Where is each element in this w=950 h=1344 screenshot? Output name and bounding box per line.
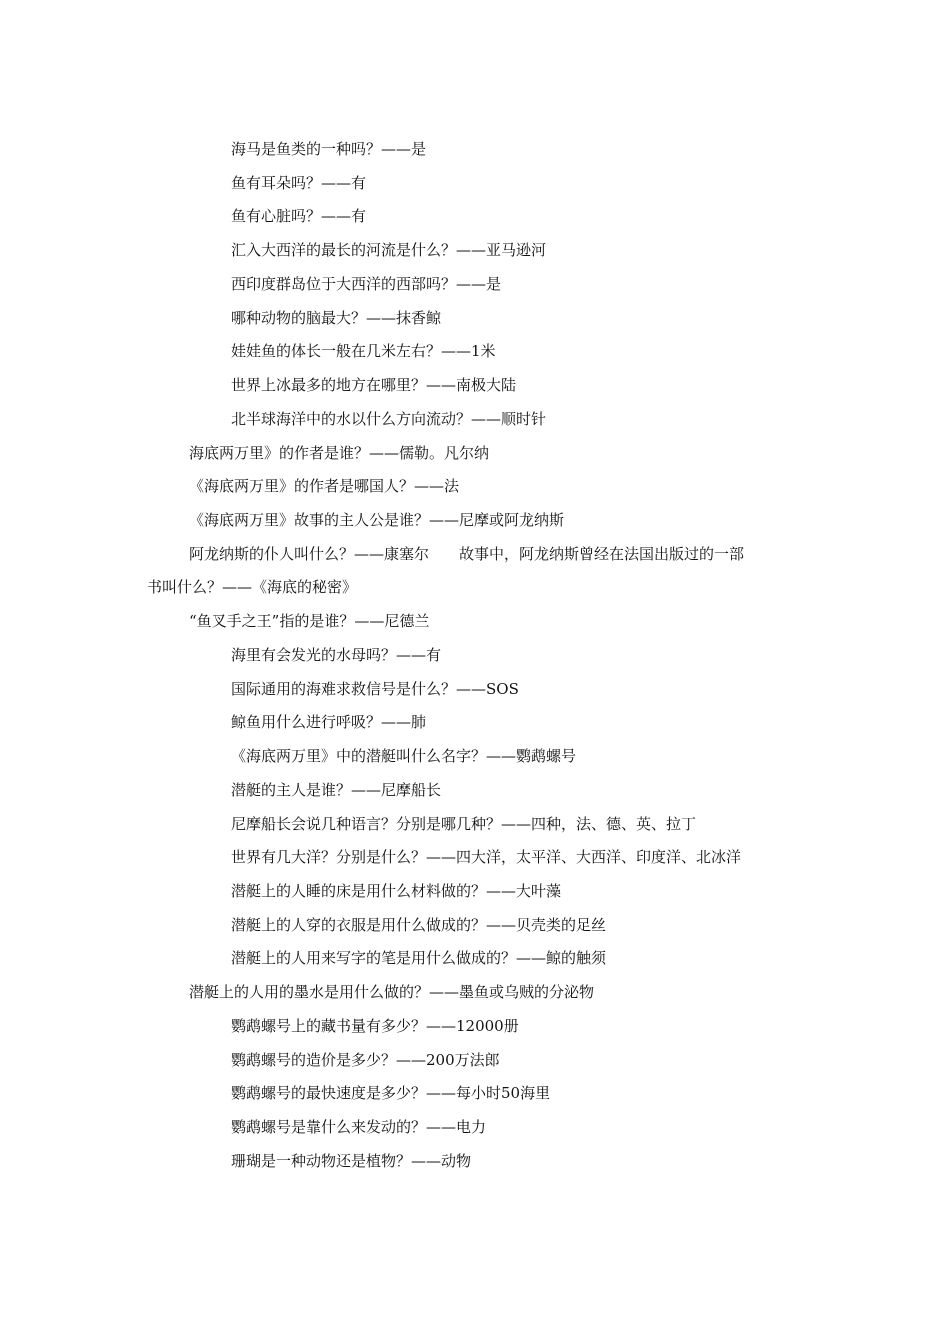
qa-line: 海马是鱼类的一种吗？——是 <box>231 140 427 158</box>
qa-line: 潜艇上的人用来写字的笔是用什么做成的？——鲸的触须 <box>231 949 607 967</box>
qa-line: 鱼有耳朵吗？——有 <box>231 174 367 192</box>
qa-line: 娃娃鱼的体长一般在几米左右？——1米 <box>231 342 496 360</box>
qa-line: 《海底两万里》中的潜艇叫什么名字？——鹦鹉螺号 <box>231 747 577 765</box>
qa-line: 珊瑚是一种动物还是植物？——动物 <box>231 1152 472 1170</box>
qa-line: 潜艇上的人睡的床是用什么材料做的？——大叶藻 <box>231 882 562 900</box>
qa-line: 书叫什么？——《海底的秘密》 <box>147 578 358 596</box>
qa-line: 鹦鹉螺号是靠什么来发动的？——电力 <box>231 1118 487 1136</box>
qa-line: 鹦鹉螺号上的藏书量有多少？——12000册 <box>231 1017 519 1035</box>
qa-line: 鲸鱼用什么进行呼吸？——肺 <box>231 713 427 731</box>
qa-line: 鱼有心脏吗？——有 <box>231 207 367 225</box>
qa-line: 国际通用的海难求救信号是什么？——SOS <box>231 680 519 698</box>
qa-line: 潜艇上的人穿的衣服是用什么做成的？——贝壳类的足丝 <box>231 916 607 934</box>
qa-line: 鹦鹉螺号的最快速度是多少？——每小时50海里 <box>231 1084 551 1102</box>
qa-line: 《海底两万里》故事的主人公是谁？——尼摩或阿龙纳斯 <box>189 511 565 529</box>
qa-line: 潜艇的主人是谁？——尼摩船长 <box>231 781 442 799</box>
qa-line: 潜艇上的人用的墨水是用什么做的？——墨鱼或乌贼的分泌物 <box>189 983 595 1001</box>
qa-line: 海里有会发光的水母吗？——有 <box>231 646 442 664</box>
qa-line: 西印度群岛位于大西洋的西部吗？——是 <box>231 275 502 293</box>
qa-line: 世界有几大洋？分别是什么？——四大洋，太平洋、大西洋、印度洋、北冰洋 <box>231 848 742 866</box>
qa-line: 鹦鹉螺号的造价是多少？——200万法郎 <box>231 1051 500 1069</box>
qa-line: 尼摩船长会说几种语言？分别是哪几种？——四种，法、德、英、拉丁 <box>231 815 697 833</box>
qa-line: “鱼叉手之王”指的是谁？——尼德兰 <box>189 612 430 630</box>
qa-line: 汇入大西洋的最长的河流是什么？——亚马逊河 <box>231 241 547 259</box>
qa-line: 世界上冰最多的地方在哪里？——南极大陆 <box>231 376 517 394</box>
qa-line: 北半球海洋中的水以什么方向流动？——顺时针 <box>231 410 547 428</box>
qa-line: 阿龙纳斯的仆人叫什么？——康塞尔 故事中，阿龙纳斯曾经在法国出版过的一部 <box>189 545 745 563</box>
qa-line: 《海底两万里》的作者是哪国人？——法 <box>189 477 460 495</box>
qa-line: 哪种动物的脑最大？——抹香鲸 <box>231 309 442 327</box>
qa-line: 海底两万里》的作者是谁？——儒勒。凡尔纳 <box>189 444 490 462</box>
